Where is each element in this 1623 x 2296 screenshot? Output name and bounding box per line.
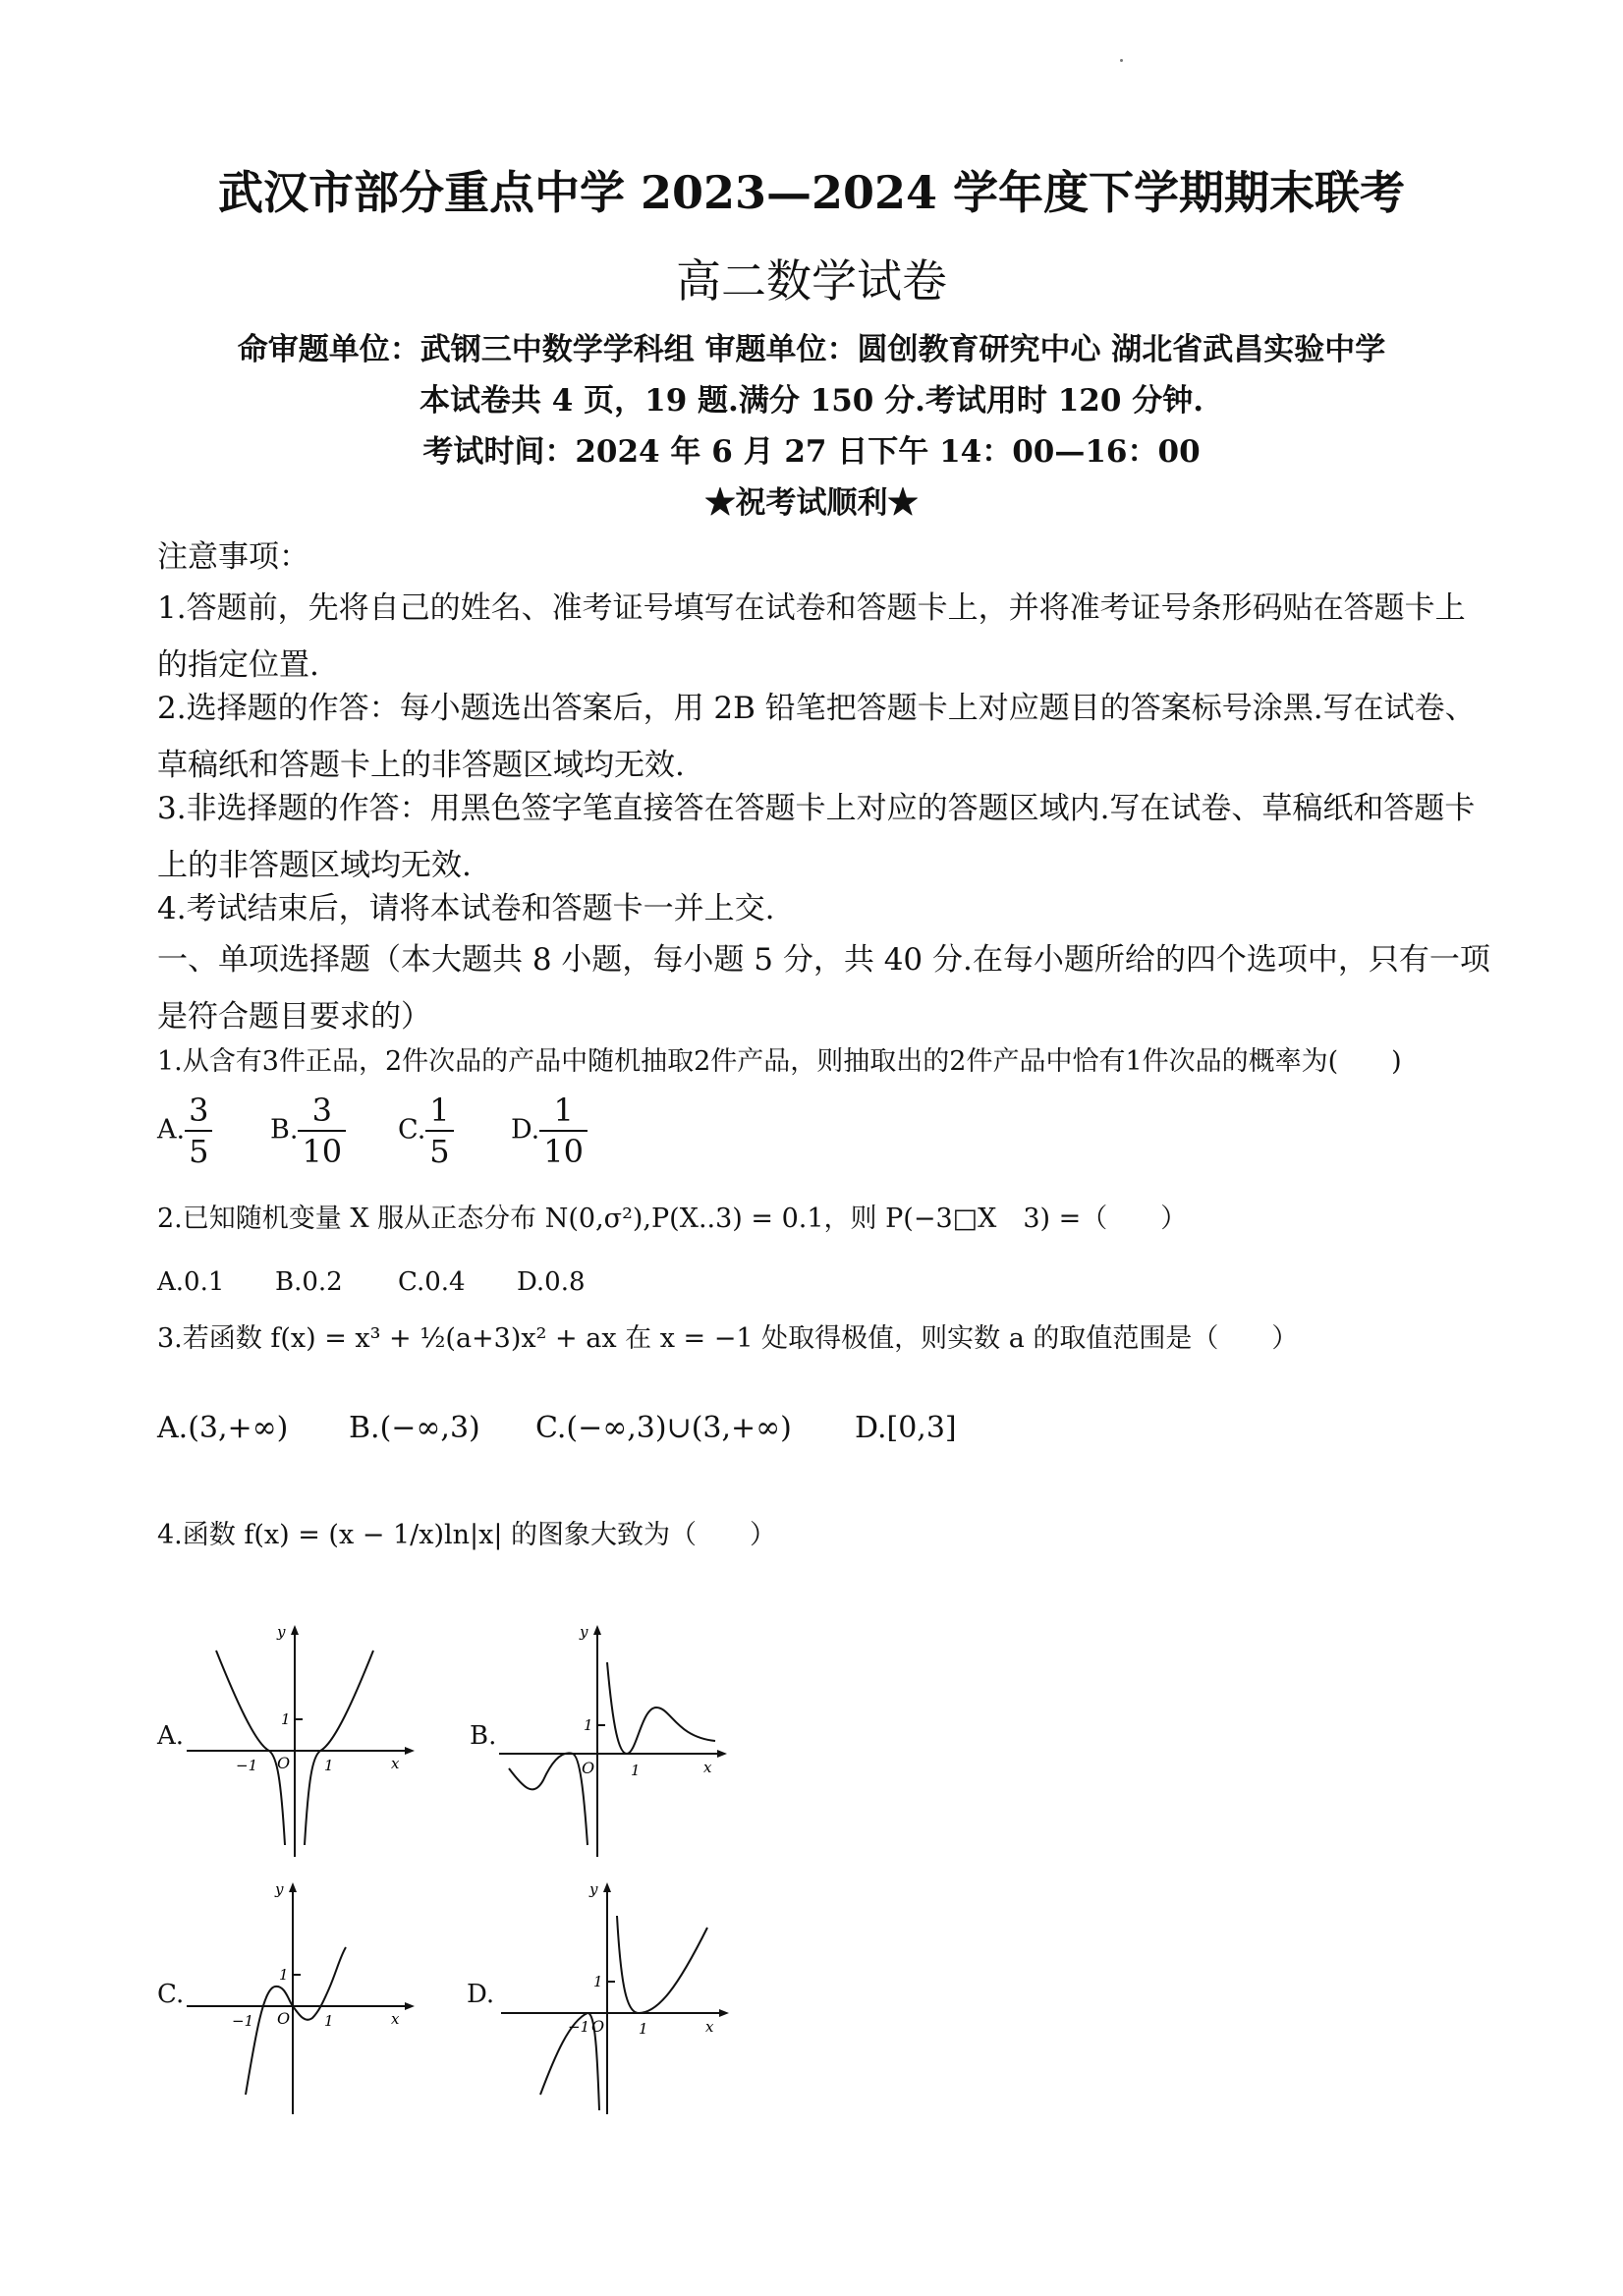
- origin-label: O: [582, 1759, 595, 1777]
- x-label: x: [705, 2018, 714, 2036]
- option-label: A.: [157, 1114, 186, 1146]
- y-label: y: [275, 1880, 284, 1898]
- graph-b: [499, 1621, 735, 1857]
- x-axis-arrow: [719, 2009, 729, 2017]
- x-one-label: 1: [324, 1757, 334, 1774]
- curve-left: [509, 1753, 588, 1845]
- x-one-label: 1: [639, 2020, 648, 2038]
- exam-wish: ★祝考试顺利★: [704, 485, 919, 521]
- option-label: D.: [511, 1114, 540, 1146]
- question-1-stem: 1.从含有3件正品，2件次品的产品中随机抽取2件产品，则抽取出的2件产品中恰有1件次品的概率为( ): [157, 1046, 1402, 1077]
- y-label: y: [277, 1623, 286, 1641]
- numerator: 3: [185, 1091, 212, 1132]
- x-one-label: 1: [324, 2012, 334, 2030]
- one-label: 1: [281, 1710, 291, 1728]
- y-axis-arrow: [603, 1882, 611, 1892]
- section-heading: 一、单项选择题（本大题共 8 小题，每小题 5 分，共 40 分.在每小题所给的四个选项中，只有一项是符合题目要求的）: [157, 942, 1490, 1035]
- x-label: x: [703, 1759, 712, 1776]
- q3-option-b: B.(−∞,3): [349, 1411, 480, 1445]
- x-one-label: 1: [631, 1762, 641, 1779]
- q3-option-c: C.(−∞,3)∪(3,+∞): [535, 1411, 792, 1445]
- q1-option-b: [270, 1091, 346, 1171]
- one-label: 1: [279, 1966, 289, 1984]
- fraction: [539, 1091, 588, 1171]
- q2-option-a: A.0.1: [157, 1267, 225, 1297]
- denominator: 10: [543, 1133, 584, 1170]
- exam-title: 武汉市部分重点中学 2023—2024 学年度下学期期末联考: [217, 166, 1406, 219]
- fraction: [185, 1091, 212, 1171]
- option-label: C.: [398, 1114, 426, 1146]
- exam-units: 命审题单位：武钢三中数学学科组 审题单位：圆创教育研究中心 湖北省武昌实验中学: [237, 332, 1386, 367]
- graph-a-label: A.: [157, 1721, 185, 1751]
- denominator: 5: [429, 1133, 450, 1170]
- notice-item-1: 1.答题前，先将自己的姓名、准考证号填写在试卷和答题卡上，并将准考证号条形码贴在答题卡上的指定位置.: [157, 590, 1466, 683]
- origin-label: O: [277, 2009, 291, 2028]
- notice-item-2: 2.选择题的作答：每小题选出答案后，用 2B 铅笔把答题卡上对应题目的答案标号涂黑.写在试卷、草稿纸和答题卡上的非答题区域均无效.: [157, 691, 1476, 783]
- one-label: 1: [593, 1973, 603, 1990]
- graph-c-label: C.: [157, 1980, 185, 2009]
- x-axis-arrow: [405, 1747, 415, 1755]
- x-label: x: [391, 2010, 400, 2028]
- y-axis-arrow: [593, 1625, 601, 1635]
- x-axis-arrow: [717, 1750, 727, 1758]
- graph-b-label: B.: [470, 1721, 497, 1751]
- q2-option-d: D.0.8: [517, 1267, 586, 1297]
- notice-item-3: 3.非选择题的作答：用黑色签字笔直接答在答题卡上对应的答题区域内.写在试卷、草稿纸和答题卡上的非答题区域均无效.: [157, 791, 1476, 883]
- denominator: 5: [189, 1133, 209, 1170]
- y-axis-arrow: [291, 1625, 299, 1635]
- fraction: [298, 1091, 346, 1171]
- option-label: B.: [270, 1114, 299, 1146]
- scan-dot: [1120, 59, 1123, 62]
- one-label: 1: [584, 1716, 593, 1734]
- numerator: 1: [539, 1091, 588, 1132]
- curve-right: [607, 1662, 715, 1754]
- question-2-stem: 2.已知随机变量 X 服从正态分布 N(0,σ²),P(X..3) = 0.1，则 P(−3□X 3) =（ ）: [157, 1204, 1188, 1234]
- x-label: x: [391, 1755, 400, 1772]
- y-label: y: [580, 1623, 588, 1641]
- origin-label: O: [277, 1754, 291, 1772]
- curve-right: [617, 1916, 707, 2013]
- graph-c: [187, 1878, 422, 2114]
- curve-left-outer: [216, 1651, 285, 1845]
- q2-option-b: B.0.2: [275, 1267, 343, 1297]
- numerator: 3: [298, 1091, 346, 1132]
- notice-title: 注意事项：: [157, 539, 309, 575]
- q3-option-a: A.(3,+∞): [157, 1411, 289, 1445]
- graph-a: [187, 1621, 422, 1857]
- q1-option-a: [157, 1091, 212, 1171]
- exam-time: 考试时间：2024 年 6 月 27 日下午 14：00—16：00: [422, 434, 1201, 470]
- graph-d: [501, 1878, 737, 2114]
- exam-subtitle: 高二数学试卷: [676, 254, 947, 308]
- fraction: [425, 1091, 453, 1171]
- exam-info: 本试卷共 4 页，19 题.满分 150 分.考试用时 120 分钟.: [419, 383, 1204, 419]
- q3-option-d: D.[0,3]: [855, 1411, 957, 1445]
- notice-item-4: 4.考试结束后，请将本试卷和答题卡一并上交.: [157, 891, 775, 926]
- x-axis-arrow: [405, 2002, 415, 2010]
- question-3-stem: 3.若函数 f(x) = x³ + ½(a+3)x² + ax 在 x = −1 处取得极值，则实数 a 的取值范围是（ ）: [157, 1323, 1299, 1354]
- y-axis-arrow: [289, 1882, 297, 1892]
- neg-one-label: −1: [236, 1757, 258, 1774]
- graph-d-label: D.: [467, 1980, 495, 2009]
- q1-option-c: [398, 1091, 454, 1171]
- origin-label: O: [591, 2017, 605, 2036]
- question-4-stem: 4.函数 f(x) = (x − 1/x)ln|x| 的图象大致为（ ）: [157, 1520, 777, 1550]
- neg-one-label: −1: [568, 2018, 590, 2036]
- denominator: 10: [302, 1133, 343, 1170]
- numerator: 1: [425, 1091, 453, 1132]
- neg-one-label: −1: [232, 2012, 254, 2030]
- curve-right-outer: [305, 1651, 373, 1845]
- q2-option-c: C.0.4: [398, 1267, 466, 1297]
- y-label: y: [589, 1880, 598, 1898]
- q1-option-d: [511, 1091, 588, 1171]
